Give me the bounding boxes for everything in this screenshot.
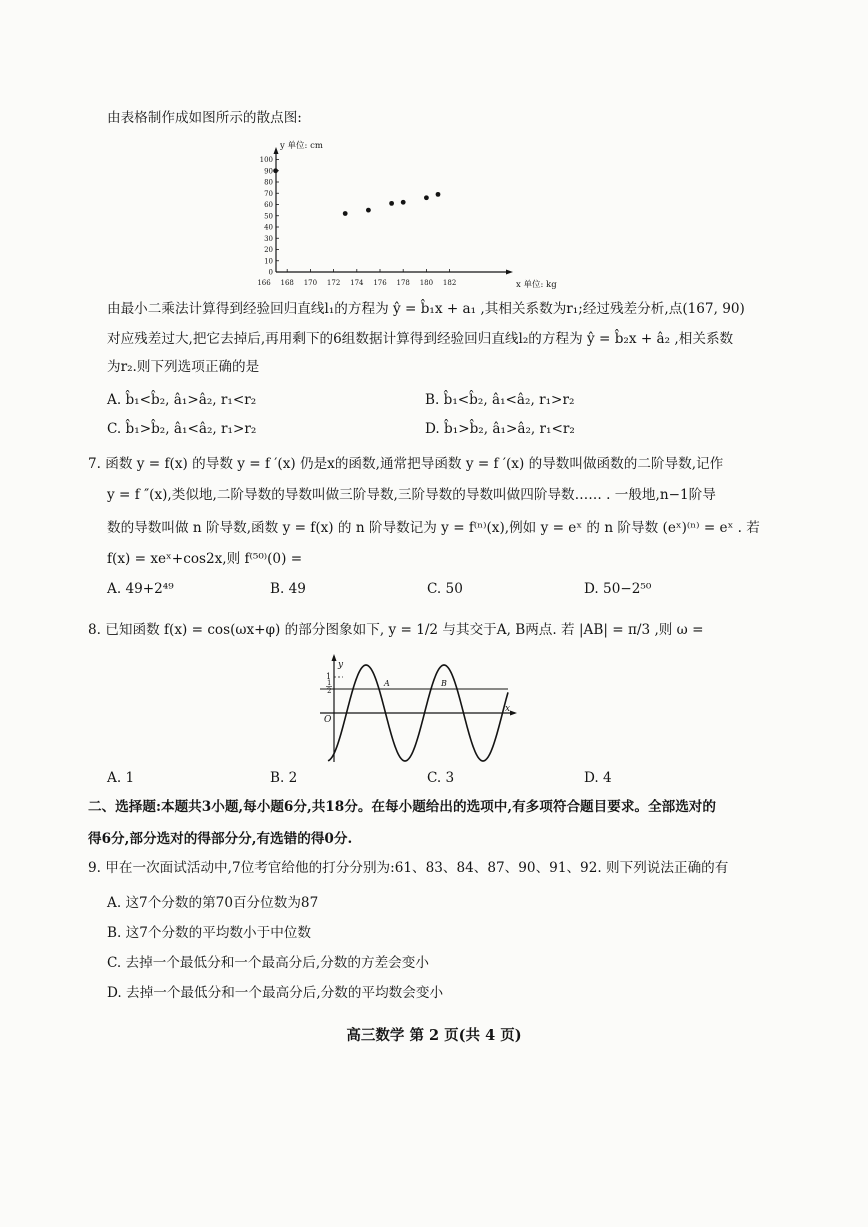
q6-intro: 由表格制作成如图所示的散点图: [107, 110, 302, 126]
q7-line-1: 7. 函数 y = f(x) 的导数 y = f ′(x) 仍是x的函数,通常把导函数 y = f ′(x) 的导数叫做函数的二阶导数,记作 [88, 456, 724, 472]
q9-option-b: B. 这7个分数的平均数小于中位数 [107, 925, 311, 941]
q7-line-2: y = f ″(x),类似地,二阶导数的导数叫做三阶导数,三阶导数的导数叫做四阶导数…… . 一般地,n−1阶导 [107, 487, 716, 503]
scatter-chart [0, 130, 868, 430]
q6-option-b: B. b̂₁<b̂₂, â₁<â₂, r₁>r₂ [425, 392, 575, 408]
graph-x-arrow [510, 711, 517, 716]
graph-point-a-label: A [384, 679, 390, 688]
graph-y-label: y [338, 660, 344, 670]
cosine-graph [0, 650, 868, 770]
y-tick-label: 100 [259, 156, 273, 164]
q8-option-d: D. 4 [584, 770, 612, 786]
q8-option-a: A. 1 [107, 770, 135, 786]
scatter-point [424, 195, 429, 200]
q9-option-a: A. 这7个分数的第70百分位数为87 [107, 895, 319, 911]
x-tick-label: 180 [419, 279, 434, 287]
x-tick-label: 176 [373, 279, 387, 287]
scatter-point [273, 168, 278, 173]
q6-option-d: D. b̂₁>b̂₂, â₁>â₂, r₁<r₂ [425, 421, 575, 437]
q6-option-c: C. b̂₁>b̂₂, â₁<â₂, r₁>r₂ [107, 421, 257, 437]
section-2-heading-line-2: 得6分,部分选对的得部分分,有选错的得0分. [88, 831, 353, 847]
y-axis-arrow [274, 147, 279, 154]
q6-text-3: 为r₂.则下列选项正确的是 [107, 359, 260, 375]
q9-option-c: C. 去掉一个最低分和一个最高分后,分数的方差会变小 [107, 955, 429, 971]
graph-y-arrow [332, 654, 337, 661]
graph-half-denominator: 2 [327, 687, 332, 695]
y-tick-label: 90 [264, 167, 273, 176]
x-tick-label: 170 [303, 279, 318, 287]
scatter-point [401, 200, 406, 205]
graph-origin-label: O [324, 715, 332, 725]
x-tick-label: 168 [280, 279, 294, 287]
page-footer: 高三数学 第 2 页(共 4 页) [346, 1027, 522, 1044]
scatter-point [436, 192, 441, 197]
graph-point-b-label: B [441, 679, 447, 688]
q6-text-2: 对应残差过大,把它去掉后,再用剩下的6组数据计算得到经验回归直线l₂的方程为 ŷ = b̂₂x + â₂ ,相关系数 [107, 331, 734, 347]
x-tick-label: 172 [326, 279, 341, 287]
x-axis-arrow [506, 270, 513, 275]
y-axis-title: y 单位: cm [280, 141, 323, 151]
y-tick-label: 50 [264, 212, 273, 221]
q8-option-b: B. 2 [270, 770, 298, 786]
q6-option-a: A. b̂₁<b̂₂, â₁>â₂, r₁<r₂ [107, 392, 257, 408]
q8-line-1: 8. 已知函数 f(x) = cos(ωx+φ) 的部分图象如下, y = 1/2 与其交于A, B两点. 若 |AB| = π/3 ,则 ω = [88, 622, 704, 638]
y-tick-label: 30 [264, 234, 273, 243]
y-tick-label: 40 [264, 223, 273, 232]
q9-option-d: D. 去掉一个最低分和一个最高分后,分数的平均数会变小 [107, 985, 444, 1001]
q7-option-c: C. 50 [427, 581, 463, 597]
graph-half-numerator: 1 [327, 679, 332, 687]
x-tick-label: 178 [396, 279, 410, 287]
y-tick-label: 80 [264, 178, 273, 187]
q7-line-4: f(x) = xeˣ+cos2x,则 f⁽⁵⁰⁾(0) = [107, 551, 303, 567]
scatter-point [389, 201, 394, 206]
y-tick-label: 20 [264, 246, 273, 254]
q9-stem: 9. 甲在一次面试活动中,7位考官给他的打分分别为:61、83、84、87、90、91、92. 则下列说法正确的有 [88, 860, 729, 876]
q7-line-3: 数的导数叫做 n 阶导数,函数 y = f(x) 的 n 阶导数记为 y = f⁽ⁿ⁾(x),例如 y = eˣ 的 n 阶导数 (eˣ)⁽ⁿ⁾ = eˣ . 若 [107, 520, 760, 536]
q7-option-a: A. 49+2⁴⁹ [107, 581, 174, 597]
q8-option-c: C. 3 [427, 770, 455, 786]
y-tick-label: 60 [264, 201, 273, 209]
scatter-point [343, 211, 348, 216]
y-tick-label: 0 [268, 268, 273, 277]
graph-one-label: 1 [326, 672, 332, 681]
q7-option-d: D. 50−2⁵⁰ [584, 581, 652, 597]
q7-option-b: B. 49 [270, 581, 306, 597]
q6-text-1: 由最小二乘法计算得到经验回归直线l₁的方程为 ŷ = b̂₁x + a₁ ,其相关系数为r₁;经过残差分析,点(167, 90) [107, 301, 745, 317]
scatter-point [366, 208, 371, 213]
x-tick-label: 166 [257, 279, 271, 287]
x-tick-label: 174 [350, 279, 364, 287]
y-tick-label: 70 [264, 189, 273, 198]
x-axis-title: x 单位: kg [516, 280, 557, 290]
x-tick-label: 182 [442, 279, 457, 287]
section-2-heading-line-1: 二、选择题:本题共3小题,每小题6分,共18分。在每小题给出的选项中,有多项符合题目要求。全部选对的 [88, 799, 716, 815]
y-tick-label: 10 [264, 257, 273, 266]
graph-x-label: x [505, 704, 511, 714]
